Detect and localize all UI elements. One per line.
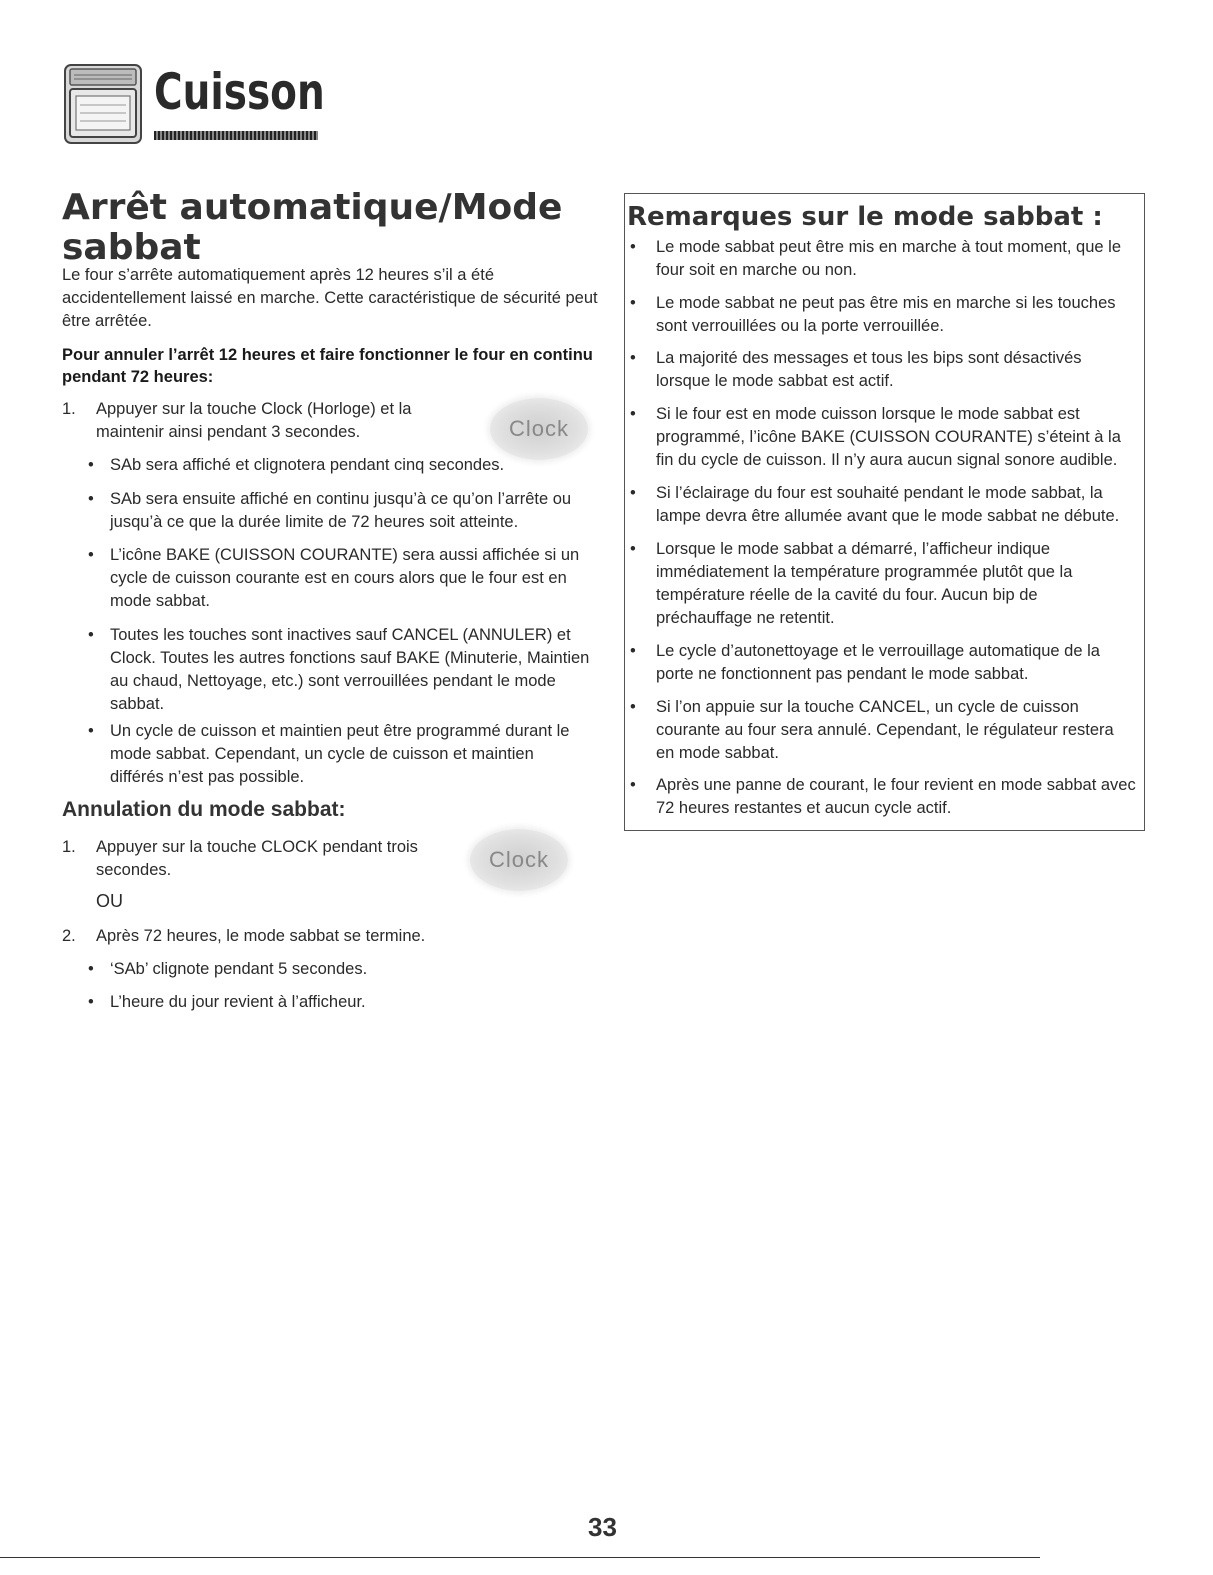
bullet-text: SAb sera ensuite affiché en continu jusqu’à ce qu’on l’arrête ou jusqu’à ce que la durée limite de 72 heures soit atteinte. bbox=[110, 490, 572, 531]
section-title: Arrêt automatique/Mode sabbat bbox=[62, 187, 563, 268]
bullet: • bbox=[630, 405, 636, 423]
step-number: 2. bbox=[62, 927, 76, 945]
bold-instruction: Pour annuler l’arrêt 12 heures et faire fonctionner le four en continu pendant 72 heures: bbox=[62, 346, 593, 386]
bullet: • bbox=[630, 294, 636, 312]
list-item bbox=[88, 624, 608, 718]
cancel-section-title: Annulation du mode sabbat: bbox=[62, 798, 346, 821]
bullet: • bbox=[88, 546, 94, 564]
bullet-text: SAb sera affiché et clignotera pendant cinq secondes. bbox=[110, 456, 505, 474]
list-item bbox=[88, 991, 488, 1015]
note-text: Si l’on appuie sur la touche CANCEL, un cycle de cuisson courante au four sera annulé. Cependant, le régulateur restera en mode sabbat. bbox=[656, 698, 1114, 762]
step-text: Appuyer sur la touche CLOCK pendant trois secondes. bbox=[96, 838, 418, 879]
note-text: Le mode sabbat peut être mis en marche à tout moment, que le four soit en marche ou non. bbox=[656, 238, 1122, 279]
bullet: • bbox=[630, 349, 636, 367]
note-text: La majorité des messages et tous les bips sont désactivés lorsque le mode sabbat est actif. bbox=[656, 349, 1082, 390]
step-text: Après 72 heures, le mode sabbat se termine. bbox=[96, 927, 426, 945]
note-text: Le cycle d’autonettoyage et le verrouillage automatique de la porte ne fonctionnent pas pendant le mode sabbat. bbox=[656, 642, 1100, 683]
or-separator: OU bbox=[96, 891, 123, 911]
list-item bbox=[88, 454, 608, 478]
note-item bbox=[630, 640, 1135, 688]
bullet: • bbox=[88, 960, 94, 978]
bullet: • bbox=[88, 993, 94, 1011]
note-item bbox=[630, 403, 1135, 475]
note-item bbox=[630, 482, 1135, 530]
note-item bbox=[630, 538, 1135, 632]
oven-icon bbox=[62, 63, 144, 147]
note-text: Lorsque le mode sabbat a démarré, l’afficheur indique immédiatement la température programmée plutôt que la température réelle de la cavité du four. Aucun bip de préchauffage ne retentit. bbox=[656, 540, 1073, 627]
step-text: Appuyer sur la touche Clock (Horloge) et la maintenir ainsi pendant 3 secondes. bbox=[96, 400, 412, 441]
note-item bbox=[630, 347, 1135, 395]
bullet: • bbox=[630, 484, 636, 502]
bullet: • bbox=[630, 698, 636, 716]
clock-button-label: Clock bbox=[508, 416, 569, 441]
bullet: • bbox=[88, 456, 94, 474]
list-item bbox=[88, 958, 488, 982]
clock-button bbox=[470, 829, 568, 891]
intro-paragraph: Le four s’arrête automatiquement après 12 heures s’il a été accidentellement laissé en marche. Cette caractéristique de sécurité peut être arrêtée. bbox=[62, 266, 598, 330]
cancel-step-1 bbox=[62, 836, 462, 884]
step-1 bbox=[62, 398, 482, 446]
note-text: Si l’éclairage du four est souhaité pendant le mode sabbat, la lampe devra être allumée avant que le mode sabbat ne débute. bbox=[656, 484, 1120, 525]
list-item bbox=[88, 720, 608, 790]
step-number: 1. bbox=[62, 838, 76, 856]
bullet: • bbox=[630, 776, 636, 794]
note-item bbox=[630, 236, 1135, 284]
bullet: • bbox=[630, 238, 636, 256]
page-number: 33 bbox=[588, 1512, 617, 1542]
list-item bbox=[88, 544, 608, 614]
header-rule bbox=[154, 131, 318, 140]
list-item bbox=[88, 488, 608, 536]
bullet-text: ‘SAb’ clignote pendant 5 secondes. bbox=[110, 960, 368, 978]
note-item bbox=[630, 292, 1135, 340]
footer-rule bbox=[0, 1557, 1040, 1558]
header-title: Cuisson bbox=[154, 63, 325, 121]
note-text: Le mode sabbat ne peut pas être mis en marche si les touches sont verrouillées ou la porte verrouillée. bbox=[656, 294, 1116, 335]
bullet: • bbox=[630, 540, 636, 558]
step-number: 1. bbox=[62, 400, 76, 418]
bullet-text: Toutes les touches sont inactives sauf CANCEL (ANNULER) et Clock. Toutes les autres fonctions sauf BAKE (Minuterie, Maintien au chaud, Nettoyage, etc.) sont verrouillées pendant le mode sabbat. bbox=[110, 626, 590, 713]
note-text: Après une panne de courant, le four revient en mode sabbat avec 72 heures restantes et aucun cycle actif. bbox=[656, 776, 1136, 817]
bullet-text: L’icône BAKE (CUISSON COURANTE) sera aussi affichée si un cycle de cuisson courante est en cours alors que le four est en mode sabbat. bbox=[110, 546, 580, 610]
note-item bbox=[630, 696, 1135, 768]
page-header bbox=[62, 55, 325, 155]
note-text: Si le four est en mode cuisson lorsque le mode sabbat est programmé, l’icône BAKE (CUISSON COURANTE) s’éteint à la fin du cycle de cuisson. Il n’y aura aucun signal sonore audible. bbox=[656, 405, 1121, 469]
bullet: • bbox=[88, 490, 94, 508]
clock-button bbox=[490, 398, 588, 460]
cancel-step-2 bbox=[62, 925, 482, 949]
bullet-text: Un cycle de cuisson et maintien peut être programmé durant le mode sabbat. Cependant, un cycle de cuisson et maintien différés n’est pas possible. bbox=[110, 722, 570, 786]
notes-title: Remarques sur le mode sabbat : bbox=[627, 202, 1103, 232]
bullet: • bbox=[630, 642, 636, 660]
bullet: • bbox=[88, 626, 94, 644]
bullet-text: L’heure du jour revient à l’afficheur. bbox=[110, 993, 366, 1011]
bullet: • bbox=[88, 722, 94, 740]
note-item bbox=[630, 774, 1135, 822]
clock-button-label: Clock bbox=[488, 847, 549, 872]
